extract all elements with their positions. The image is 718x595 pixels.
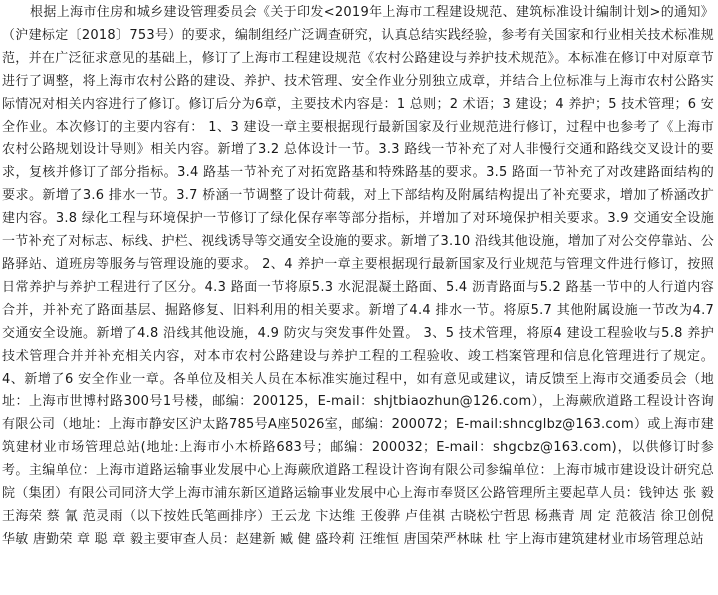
document-body-text: 根据上海市住房和城乡建设管理委员会《关于印发<2019年上海市工程建设规范、建筑标准设计编制计划>的通知》（沪建标定〔2018〕753号）的要求，编制组经广泛调查研究，认真总结实践经验，参考有关国家和行业相关技术标准规范，并在广泛征求意见的基础上，修订了上海市工程建设规范《农村公路建设与养护技术规范》。本标准在修订中对原章节进行了调整，将上海市农村公路的建设、养护、技术管理、安全作业分别独立成章，并结合上位标准与上海市农村公路实际情况对相关内容进行了修订。修订后分为6章，主要技术内容是：1 总则；2 术语；3 建设；4 养护；5 技术管理；6 安全作业。本次修订的主要内容有： 1、3 建设一章主要根据现行最新国家及行业规范进行修订，过程中也参考了《上海市农村公路规划设计导则》相关内容。新增了3.2 总体设计一节。3.3 路线一节补充了对人非慢行交通和路线交叉设计的要求，复核并修订了部分指标。3.4 路基一节补充了对拓宽路基和特殊路基的要求。3.5 路面一节补充了对改建路面结构的要求。新增了3.6 排水一节。3.7 桥涵一节调整了设计荷载，对上下部结构及附属结构提出了补充要求，增加了桥涵改扩建内容。3.8 绿化工程与环境保护一节修订了绿化保存率等部分指标，并增加了对环境保护相关要求。3.9 交通安全设施一节补充了对标志、标线、护栏、视线诱导等交通安全设施的要求。新增了3.10 沿线其他设施，增加了对公交停靠站、公路驿站、道班房等服务与管理设施的要求。 2、4 养护一章主要根据现行最新国家及行业规范与管理文件进行修订，按照日常养护与养护工程进行了区分。4.3 路面一节将原5.3 水泥混凝土路面、5.4 沥青路面与5.2 路基一节中的人行道内容合并，并补充了路面基层、掘路修复、旧料利用的相关要求。新增了4.4 排水一节。将原5.7 其他附属设施一节改为4.7 交通安全设施。新增了4.8 沿线其他设施，4.9 防灾与突发事件处置。 3、5 技术管理，将原4 建设工程验收与5.8 养护技术管理合并并补充相关内容，对本市农村公路建设与养护工程的工程验收、竣工档案管理和信息化管理进行了规定。 4、新增了6 安全作业一章。各单位及相关人员在本标准实施过程中，如有意见或建议，请反馈至上海市交通委员会（地址：上海市世博村路300号1号楼，邮编：200125，E-mail：shjtbiaozhun@126.com），上海蕨欣道路工程设计咨询有限公司（地址：上海市静安区沪太路785号A座5026室，邮编：200072；E-mail:shncglbz@163.com）或上海市建筑建材业市场管理总站(地址:上海市小木桥路683号；邮编：200032；E-mail：shgcbz@163.com)，以供修订时参考。主编单位：上海市道路运输事业发展中心上海蕨欣道路工程设计咨询有限公司参编单位：上海市城市建设设计研究总院（集团）有限公司同济大学上海市浦东新区道路运输事业发展中心上海市奉贤区公路管理所主要起草人员：钱钟达 张 毅 王海荣 蔡 氰 范灵雨（以下按姓氏笔画排序）王云龙 卞达维 王俊骅 卢佳祺 古晓松宁哲思 杨燕青 周 定 范筱洁 徐卫创倪华敏 唐勤荣 章 聪 章 毅主要审查人员：赵建新 臧 健 盛玲莉 汪维恒 唐国荣严林昧 杜 宇上海市建筑建材业市场管理总站 [2, 5, 714, 547]
